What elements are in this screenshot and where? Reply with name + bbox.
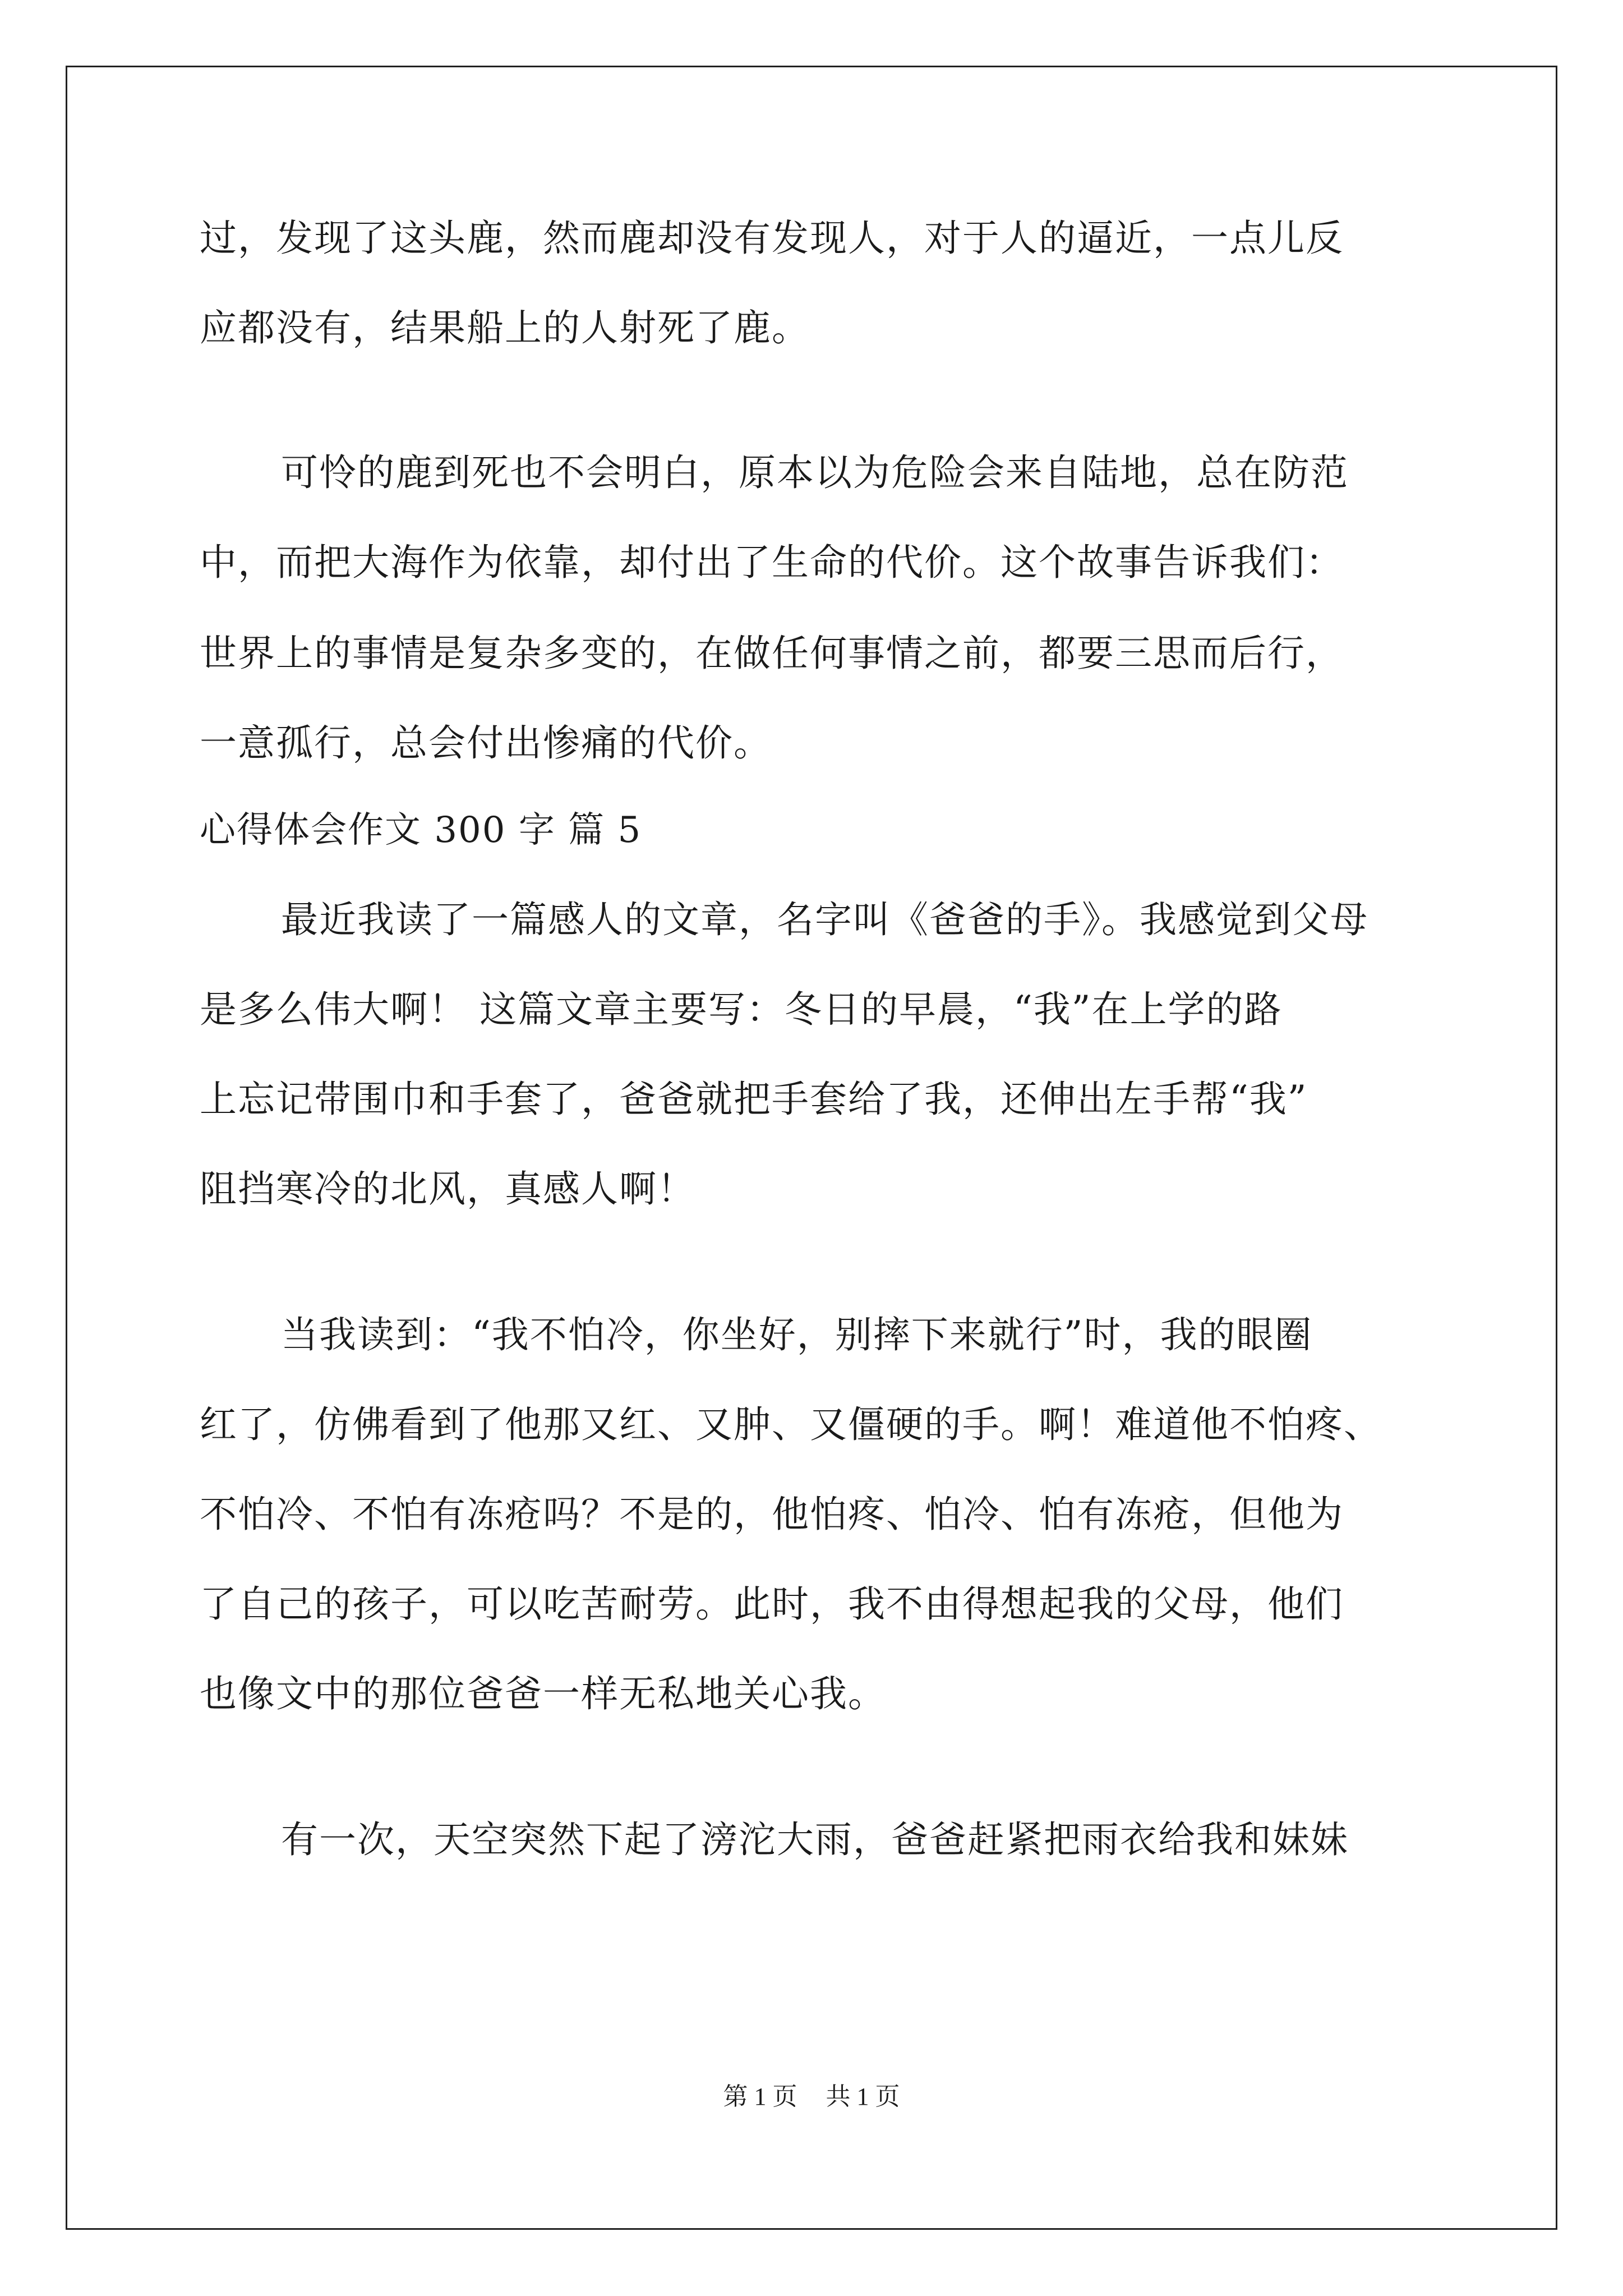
text-line: 也像文中的那位爸爸一样无私地关心我。 (200, 1672, 886, 1715)
text-line: 世界上的事情是复杂多变的，在做任何事情之前，都要三思而后行， (200, 632, 1344, 675)
page-footer (0, 2080, 1623, 2114)
paragraph-start-line: 当我读到：“我不怕冷，你坐好，别摔下来就行”时，我的眼圈 (281, 1313, 1313, 1356)
paragraph-start-line: 有一次，天空突然下起了滂沱大雨，爸爸赶紧把雨衣给我和妹妹 (281, 1818, 1349, 1861)
text-line: 一意孤行，总会付出惨痛的代价。 (200, 721, 772, 765)
text-line: 不怕冷、不怕有冻疮吗？不是的，他怕疼、怕冷、怕有冻疮，但他为 (200, 1493, 1344, 1536)
section-heading: 心得体会作文 300 字 篇 5 (200, 809, 642, 851)
text-line: 过，发现了这头鹿，然而鹿却没有发现人，对于人的逼近，一点儿反 (200, 217, 1344, 260)
text-line: 阻挡寒冷的北风，真感人啊！ (200, 1167, 695, 1211)
text-line: 中，而把大海作为依靠，却付出了生命的代价。这个故事告诉我们： (200, 541, 1344, 584)
text-line: 是多么伟大啊！ 这篇文章主要写：冬日的早晨，“我”在上学的路 (200, 988, 1283, 1031)
page-number: 第 1 页 (723, 2083, 797, 2110)
text-line: 红了，仿佛看到了他那又红、又肿、又僵硬的手。啊！难道他不怕疼、 (200, 1403, 1382, 1446)
text-line: 了自己的孩子，可以吃苦耐劳。此时，我不由得想起我的父母，他们 (200, 1582, 1344, 1626)
paragraph-start-line: 可怜的鹿到死也不会明白，原本以为危险会来自陆地，总在防范 (281, 451, 1349, 494)
page-total: 共 1 页 (826, 2083, 900, 2110)
page-border (66, 66, 1557, 2230)
text-line: 上忘记带围巾和手套了，爸爸就把手套给了我，还伸出左手帮“我” (200, 1078, 1308, 1121)
text-line: 应都没有，结果船上的人射死了鹿。 (200, 306, 810, 349)
paragraph-start-line: 最近我读了一篇感人的文章，名字叫《爸爸的手》。我感觉到父母 (281, 898, 1368, 941)
